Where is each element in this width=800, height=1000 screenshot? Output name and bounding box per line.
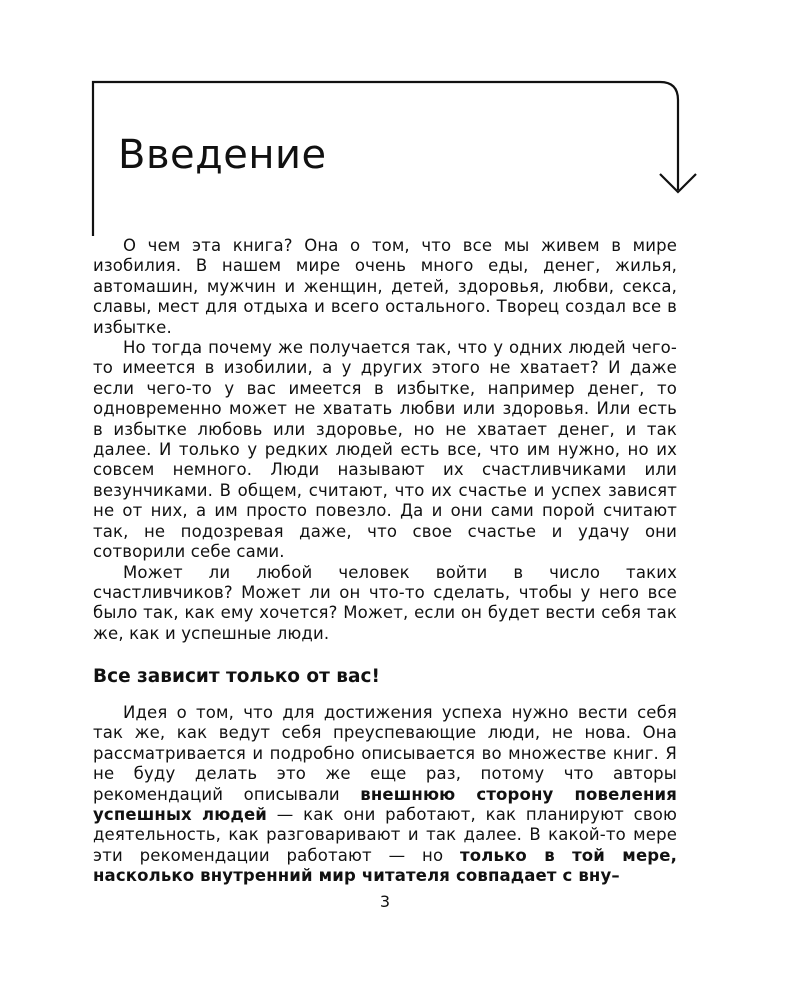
section-text-part-1: Идея о том, что для достижения успеха нужно вести себя так же, как ведут себя преуспевающие люди, не нова. Она рассматривается и подробно описывается во множестве книг. Я не буду делать это же еще раз, потому что авторы рекомендаций описывали (93, 703, 677, 804)
page-number: 3 (379, 892, 391, 911)
section-bold-phrase-1: внешнюю сторону повеления успешных людей (93, 784, 677, 825)
intro-text (93, 236, 677, 644)
intro-paragraph-3: Может ли любой человек войти в число таких счастливчиков? Может ли он что-то сделать, чтобы у него все было так, как ему хочется? Может, если он будет вести себя так же, как и успешные люди. (93, 562, 677, 643)
section-bold-phrase-2: только в той мере, насколько внутренний мир читателя совпадает с вну– (93, 845, 678, 886)
chapter-title: Введение (118, 132, 327, 178)
section-text (93, 703, 677, 887)
intro-paragraph-1: О чем эта книга? Она о том, что все мы живем в мире изобилия. В нашем мире очень много еды, денег, жилья, автомашин, мужчин и женщин, детей, здоровья, любви, секса, славы, мест для отдыха и всего остального. Творец создал все в избытке. (93, 236, 677, 337)
section-paragraph-1 (93, 703, 677, 887)
section-text-part-2: — как они работают, как планируют свою деятельность, как разговаривают и так далее. В какой-то мере эти рекомендации работают — но (93, 805, 677, 865)
section-heading: Все зависит только от вас! (93, 666, 380, 687)
intro-paragraph-2: Но тогда почему же получается так, что у одних людей чего-то имеется в изобилии, а у других этого не хватает? И даже если чего-то у вас имеется в избытке, например денег, то одновременно может не хватать любви или здоровья. Или есть в избытке любовь или здоровье, но не хватает денег, и так далее. И только у редких людей есть все, что им нужно, но их совсем немного. Люди называют их счастливчиками или везунчиками. В общем, считают, что их счастье и успех зависят не от них, а им просто повезло. Да и они сами порой считают так, не подозревая даже, что свое счастье и удачу они сотворили себе сами. (93, 338, 677, 562)
